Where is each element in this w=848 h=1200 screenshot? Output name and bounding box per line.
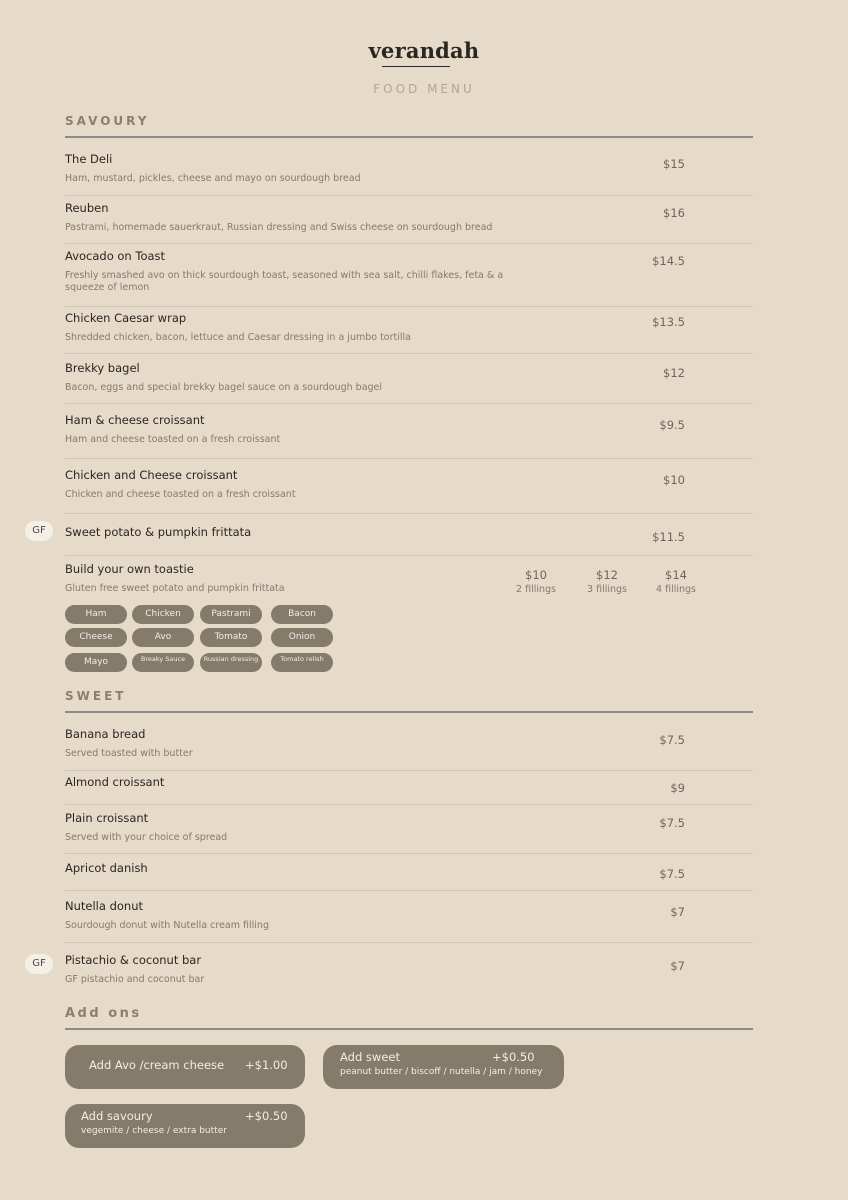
addon-sweet: [323, 1045, 564, 1089]
menu-item: [65, 468, 753, 501]
section-rule: [65, 1028, 753, 1030]
item-name: Nutella donut: [65, 899, 143, 913]
menu-item: [65, 152, 753, 185]
item-name: Apricot danish: [65, 861, 148, 875]
addon-options: peanut butter / biscoff / nutella / jam / honey: [340, 1067, 543, 1077]
item-price: $7.5: [659, 733, 685, 747]
menu-item: [65, 811, 753, 844]
filling-pill: Ham: [65, 605, 127, 624]
divider: [65, 513, 753, 514]
addon-avo-cream-cheese: [65, 1045, 305, 1089]
item-price: $7: [670, 959, 685, 973]
brand-logo: verandah: [368, 38, 480, 63]
addon-price: +$0.50: [245, 1109, 288, 1123]
item-description: Shredded chicken, bacon, lettuce and Caesar dressing in a jumbo tortilla: [65, 332, 411, 343]
menu-item: [65, 525, 753, 544]
menu-item: [65, 953, 753, 986]
addon-price: +$1.00: [245, 1058, 288, 1072]
tier-label: 3 fillings: [587, 584, 627, 595]
filling-pill: Tomato: [200, 628, 262, 647]
tier-label: 4 fillings: [656, 584, 696, 595]
gluten-free-badge: GF: [25, 521, 53, 541]
item-name: Almond croissant: [65, 775, 165, 789]
addon-label: Add sweet: [340, 1050, 400, 1064]
tier-price: $14: [665, 568, 687, 582]
item-price: $7.5: [659, 867, 685, 881]
item-price: $9.5: [659, 418, 685, 432]
tier-price: $10: [525, 568, 547, 582]
divider: [65, 890, 753, 891]
item-name: Banana bread: [65, 727, 146, 741]
addon-options: vegemite / cheese / extra butter: [81, 1126, 227, 1136]
tier-label: 2 fillings: [516, 584, 556, 595]
addon-label: Add savoury: [81, 1109, 153, 1123]
item-description: Freshly smashed avo on thick sourdough toast, seasoned with sea salt, chilli flakes, feta & a squeeze of lemon: [65, 270, 504, 293]
brand-underline: [382, 66, 450, 67]
item-description: Pastrami, homemade sauerkraut, Russian dressing and Swiss cheese on sourdough bread: [65, 222, 493, 233]
item-price: $11.5: [652, 530, 685, 544]
item-name: Brekky bagel: [65, 361, 140, 375]
divider: [65, 353, 753, 354]
addon-price: +$0.50: [492, 1050, 535, 1064]
item-name: The Deli: [65, 152, 113, 166]
item-description: Served toasted with butter: [65, 748, 193, 759]
filling-pill: Breaky Sauce: [132, 653, 194, 672]
menu-item: [65, 861, 753, 881]
menu-subtitle: FOOD MENU: [373, 82, 475, 96]
item-price: $9: [670, 781, 685, 795]
item-description: Served with your choice of spread: [65, 832, 228, 843]
item-description: Ham, mustard, pickles, cheese and mayo on sourdough bread: [65, 173, 361, 184]
item-description: GF pistachio and coconut bar: [65, 974, 205, 985]
divider: [65, 770, 753, 771]
divider: [65, 458, 753, 459]
gluten-free-badge: GF: [25, 954, 53, 974]
menu-item: [65, 775, 753, 795]
item-name: Plain croissant: [65, 811, 149, 825]
item-name: Chicken Caesar wrap: [65, 311, 187, 325]
filling-pill: Avo: [132, 628, 194, 647]
item-description: Bacon, eggs and special brekky bagel sauce on a sourdough bagel: [65, 382, 383, 393]
item-price: $13.5: [652, 315, 685, 329]
filling-pill: Russian dressing: [200, 653, 262, 672]
filling-pill: Mayo: [65, 653, 127, 672]
item-name: Avocado on Toast: [65, 249, 166, 263]
item-price: $7: [670, 905, 685, 919]
item-name: Pistachio & coconut bar: [65, 953, 202, 967]
divider: [65, 853, 753, 854]
section-title-savoury: SAVOURY: [65, 114, 150, 128]
filling-pill: Tomato relish: [271, 653, 333, 672]
section-title-sweet: SWEET: [65, 689, 127, 703]
item-price: $16: [663, 206, 685, 220]
section-rule: [65, 711, 753, 713]
addon-savoury: [65, 1104, 305, 1148]
item-description: Sourdough donut with Nutella cream filling: [65, 920, 269, 931]
section-title-addons: Add ons: [65, 1006, 142, 1021]
filling-pill: Bacon: [271, 605, 333, 624]
item-description: Chicken and cheese toasted on a fresh croissant: [65, 489, 296, 500]
item-name: Reuben: [65, 201, 109, 215]
divider: [65, 243, 753, 244]
divider: [65, 403, 753, 404]
toastie-description: Gluten free sweet potato and pumpkin frittata: [65, 583, 285, 594]
menu-item: [65, 727, 753, 760]
divider: [65, 195, 753, 196]
menu-item: [65, 311, 753, 344]
item-description: Ham and cheese toasted on a fresh croissant: [65, 434, 281, 445]
toastie-tier: [506, 568, 566, 595]
menu-item: [65, 899, 753, 932]
divider: [65, 942, 753, 943]
toastie-tier: [646, 568, 706, 595]
item-name: Sweet potato & pumpkin frittata: [65, 525, 252, 539]
toastie-tier: [577, 568, 637, 595]
item-name: Chicken and Cheese croissant: [65, 468, 238, 482]
divider: [65, 804, 753, 805]
filling-pill: Chicken: [132, 605, 194, 624]
menu-item: [65, 361, 753, 394]
menu-item: [65, 249, 753, 294]
filling-pill: Cheese: [65, 628, 127, 647]
item-name: Ham & cheese croissant: [65, 413, 205, 427]
item-price: $14.5: [652, 254, 685, 268]
item-price: $15: [663, 157, 685, 171]
menu-item: [65, 413, 753, 446]
filling-pill: Onion: [271, 628, 333, 647]
toastie-name: Build your own toastie: [65, 562, 194, 576]
menu-item: [65, 201, 753, 234]
tier-price: $12: [596, 568, 618, 582]
section-rule: [65, 136, 753, 138]
divider: [65, 555, 753, 556]
filling-pill: Pastrami: [200, 605, 262, 624]
addon-label: Add Avo /cream cheese: [89, 1058, 225, 1072]
item-price: $10: [663, 473, 685, 487]
item-price: $12: [663, 366, 685, 380]
item-price: $7.5: [659, 816, 685, 830]
divider: [65, 306, 753, 307]
